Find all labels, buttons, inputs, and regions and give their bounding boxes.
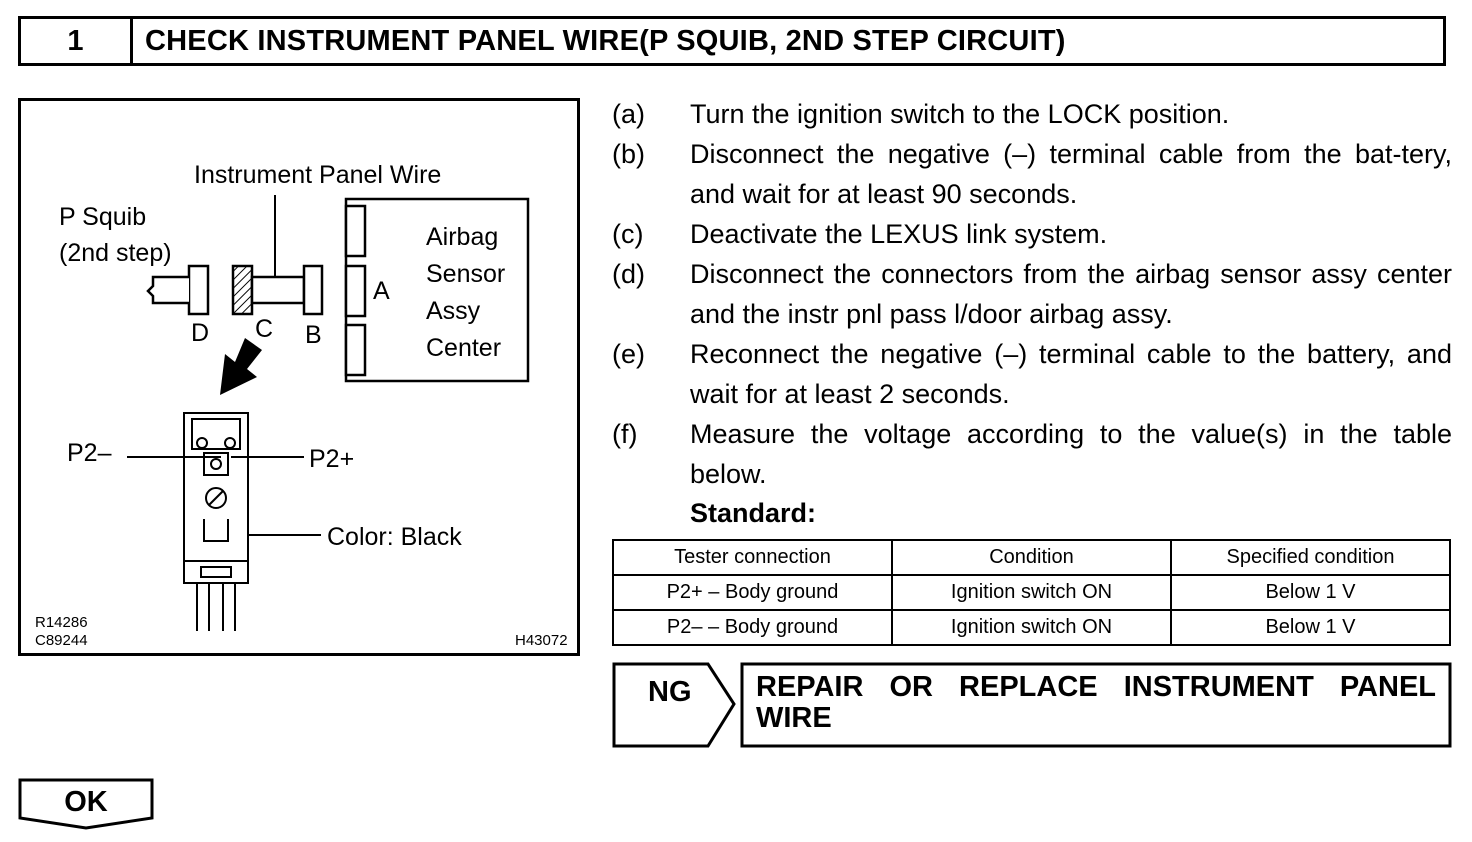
standard-label: Standard:: [690, 498, 817, 528]
ng-action-line-2: WIRE: [756, 702, 832, 734]
p-squib-step-label: (2nd step): [59, 239, 172, 267]
step-text: Reconnect the negative (–) terminal cable to the battery, and wait for at least 2 seconds.: [690, 339, 1452, 409]
table-cell: Below 1 V: [1171, 610, 1450, 645]
table-row: [613, 575, 1450, 610]
airbag-label-1: Airbag: [426, 223, 499, 251]
table-cell: Below 1 V: [1171, 575, 1450, 610]
figure-code-2: C89244: [35, 632, 88, 649]
step-header: [18, 16, 1446, 66]
table-header-cell: Specified condition: [1171, 540, 1450, 575]
instruction-step: [612, 94, 1452, 134]
step-label: (e): [612, 339, 645, 369]
spec-table: [612, 539, 1451, 646]
table-header-row: [613, 540, 1450, 575]
step-number: 1: [21, 19, 133, 63]
step-text: Measure the voltage according to the value(s) in the table below.: [690, 419, 1452, 489]
instruction-step: [612, 214, 1452, 254]
airbag-label-3: Assy: [426, 297, 481, 325]
instruction-list: [612, 94, 1452, 532]
ng-action-line-1: REPAIR OR REPLACE INSTRUMENT PANEL: [756, 671, 1436, 703]
p2-minus-label: P2–: [67, 439, 112, 467]
connector-d: [189, 266, 208, 314]
table-cell: P2– – Body ground: [613, 610, 892, 645]
label-a: A: [373, 277, 390, 305]
instruction-step: [612, 334, 1452, 414]
table-cell: Ignition switch ON: [892, 575, 1171, 610]
step-label: (f): [612, 419, 638, 449]
instruction-step: [612, 254, 1452, 334]
step-title: CHECK INSTRUMENT PANEL WIRE(P SQUIB, 2ND STEP CIRCUIT): [145, 24, 1066, 57]
airbag-label-4: Center: [426, 334, 502, 362]
step-text: Disconnect the negative (–) terminal cable from the bat-tery, and wait for at least 90 seconds.: [690, 139, 1452, 209]
table-cell: Ignition switch ON: [892, 610, 1171, 645]
table-header-cell: Tester connection: [613, 540, 892, 575]
step-label: (b): [612, 139, 645, 169]
ok-label: OK: [64, 786, 108, 818]
table-cell: P2+ – Body ground: [613, 575, 892, 610]
label-b: B: [305, 321, 322, 349]
step-text: Turn the ignition switch to the LOCK position.: [690, 99, 1230, 129]
label-d: D: [191, 319, 210, 347]
ng-result-box: [612, 662, 1452, 748]
label-c: C: [255, 315, 274, 343]
table-header-cell: Condition: [892, 540, 1171, 575]
step-label: (d): [612, 259, 645, 289]
down-arrow-icon: [220, 338, 262, 395]
ng-action-text: [756, 672, 1436, 734]
figure-code-3: H43072: [515, 632, 568, 649]
figure-code-1: R14286: [35, 614, 88, 631]
instruction-step: [612, 134, 1452, 214]
connector-diagram: [18, 98, 580, 656]
step-label: (c): [612, 219, 644, 249]
ng-label: NG: [648, 676, 692, 708]
airbag-label-2: Sensor: [426, 260, 506, 288]
table-row: [613, 610, 1450, 645]
connector-c: [233, 266, 252, 314]
color-label: Color: Black: [327, 523, 462, 551]
p2-plus-label: P2+: [309, 445, 355, 473]
p-squib-label: P Squib: [59, 203, 147, 231]
instrument-panel-wire-label: Instrument Panel Wire: [194, 161, 442, 189]
step-label: (a): [612, 99, 645, 129]
connector-b: [304, 266, 322, 314]
step-text: Disconnect the connectors from the airbag sensor assy center and the instr pnl pass l/door airbag assy.: [690, 259, 1452, 329]
step-text: Deactivate the LEXUS link system.: [690, 219, 1108, 249]
ok-result-box: [18, 778, 158, 830]
instruction-step: [612, 414, 1452, 494]
connector-front-view: [184, 413, 248, 631]
